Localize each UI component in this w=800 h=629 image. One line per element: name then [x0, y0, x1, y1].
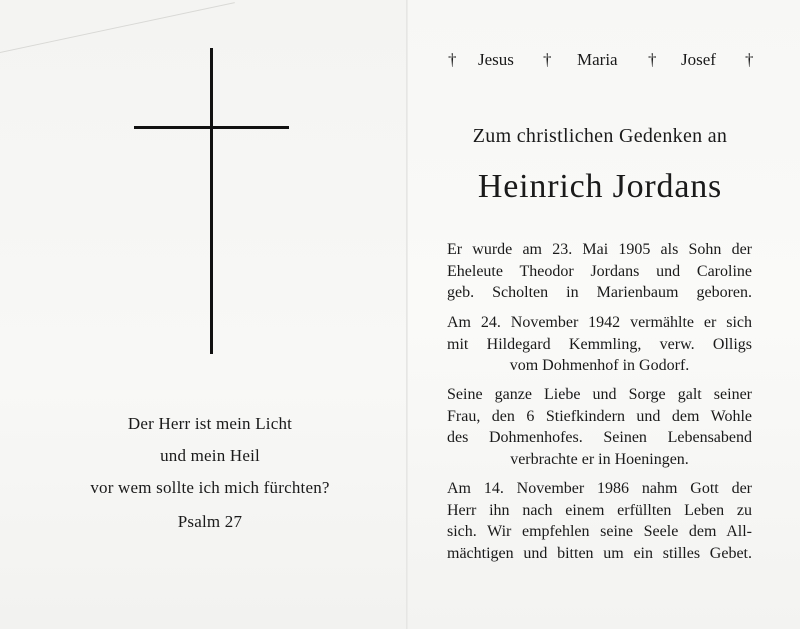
deceased-name: Heinrich Jordans — [477, 168, 723, 205]
paragraph-line: mächtigen und bitten um ein stilles Gebet. — [447, 544, 752, 562]
cross-icon — [210, 48, 213, 354]
paragraph-line: Am 24. November 1942 vermählte er sich — [447, 314, 752, 331]
invocation-maria: Maria — [577, 50, 618, 69]
paragraph-line: Er wurde am 23. Mai 1905 als Sohn der — [447, 241, 752, 258]
paragraph-line: verbrachte er in Hoeningen. — [510, 450, 689, 468]
remembrance-heading: Zum christlichen Gedenken an — [472, 125, 728, 147]
paragraph-line: geb. Scholten in Marienbaum geboren. — [447, 284, 752, 301]
dagger-icon: † — [448, 50, 457, 69]
biography-paragraph-marriage — [447, 312, 752, 377]
biography-paragraph-birth — [447, 239, 752, 304]
biography-paragraph-life — [447, 384, 752, 470]
paragraph-line: Frau, den 6 Stiefkindern und dem Wohle — [447, 407, 752, 425]
cross-icon-bar — [134, 126, 289, 129]
verse-line-1: Der Herr ist mein Licht — [127, 414, 293, 433]
paragraph-line: Herr ihn nach einem erfüllten Leben zu — [447, 501, 752, 519]
dagger-icon: † — [543, 50, 552, 69]
invocation-line — [440, 50, 770, 74]
paper-crease — [0, 2, 235, 53]
invocation-jesus: Jesus — [478, 50, 514, 69]
paragraph-line: Seine ganze Liebe und Sorge galt seiner — [447, 386, 752, 403]
biography-paragraph-death — [447, 478, 752, 564]
paragraph-line: vom Dohmenhof in Godorf. — [509, 357, 690, 374]
dagger-icon: † — [745, 50, 754, 69]
paragraph-line: sich. Wir empfehlen seine Seele dem All- — [447, 523, 752, 540]
paragraph-line: des Dohmenhofes. Seinen Lebensabend — [447, 429, 752, 446]
verse-reference: Psalm 27 — [177, 512, 243, 531]
verse-line-2: und mein Heil — [160, 446, 260, 465]
verse-line-3: vor wem sollte ich mich fürchten? — [90, 478, 330, 497]
paragraph-line: Am 14. November 1986 nahm Gott der — [447, 480, 752, 497]
invocation-josef: Josef — [681, 50, 716, 69]
paragraph-line: Eheleute Theodor Jordans und Caroline — [447, 262, 752, 280]
dagger-icon: † — [648, 50, 657, 69]
paragraph-line: mit Hildegard Kemmling, verw. Olligs — [447, 335, 752, 353]
